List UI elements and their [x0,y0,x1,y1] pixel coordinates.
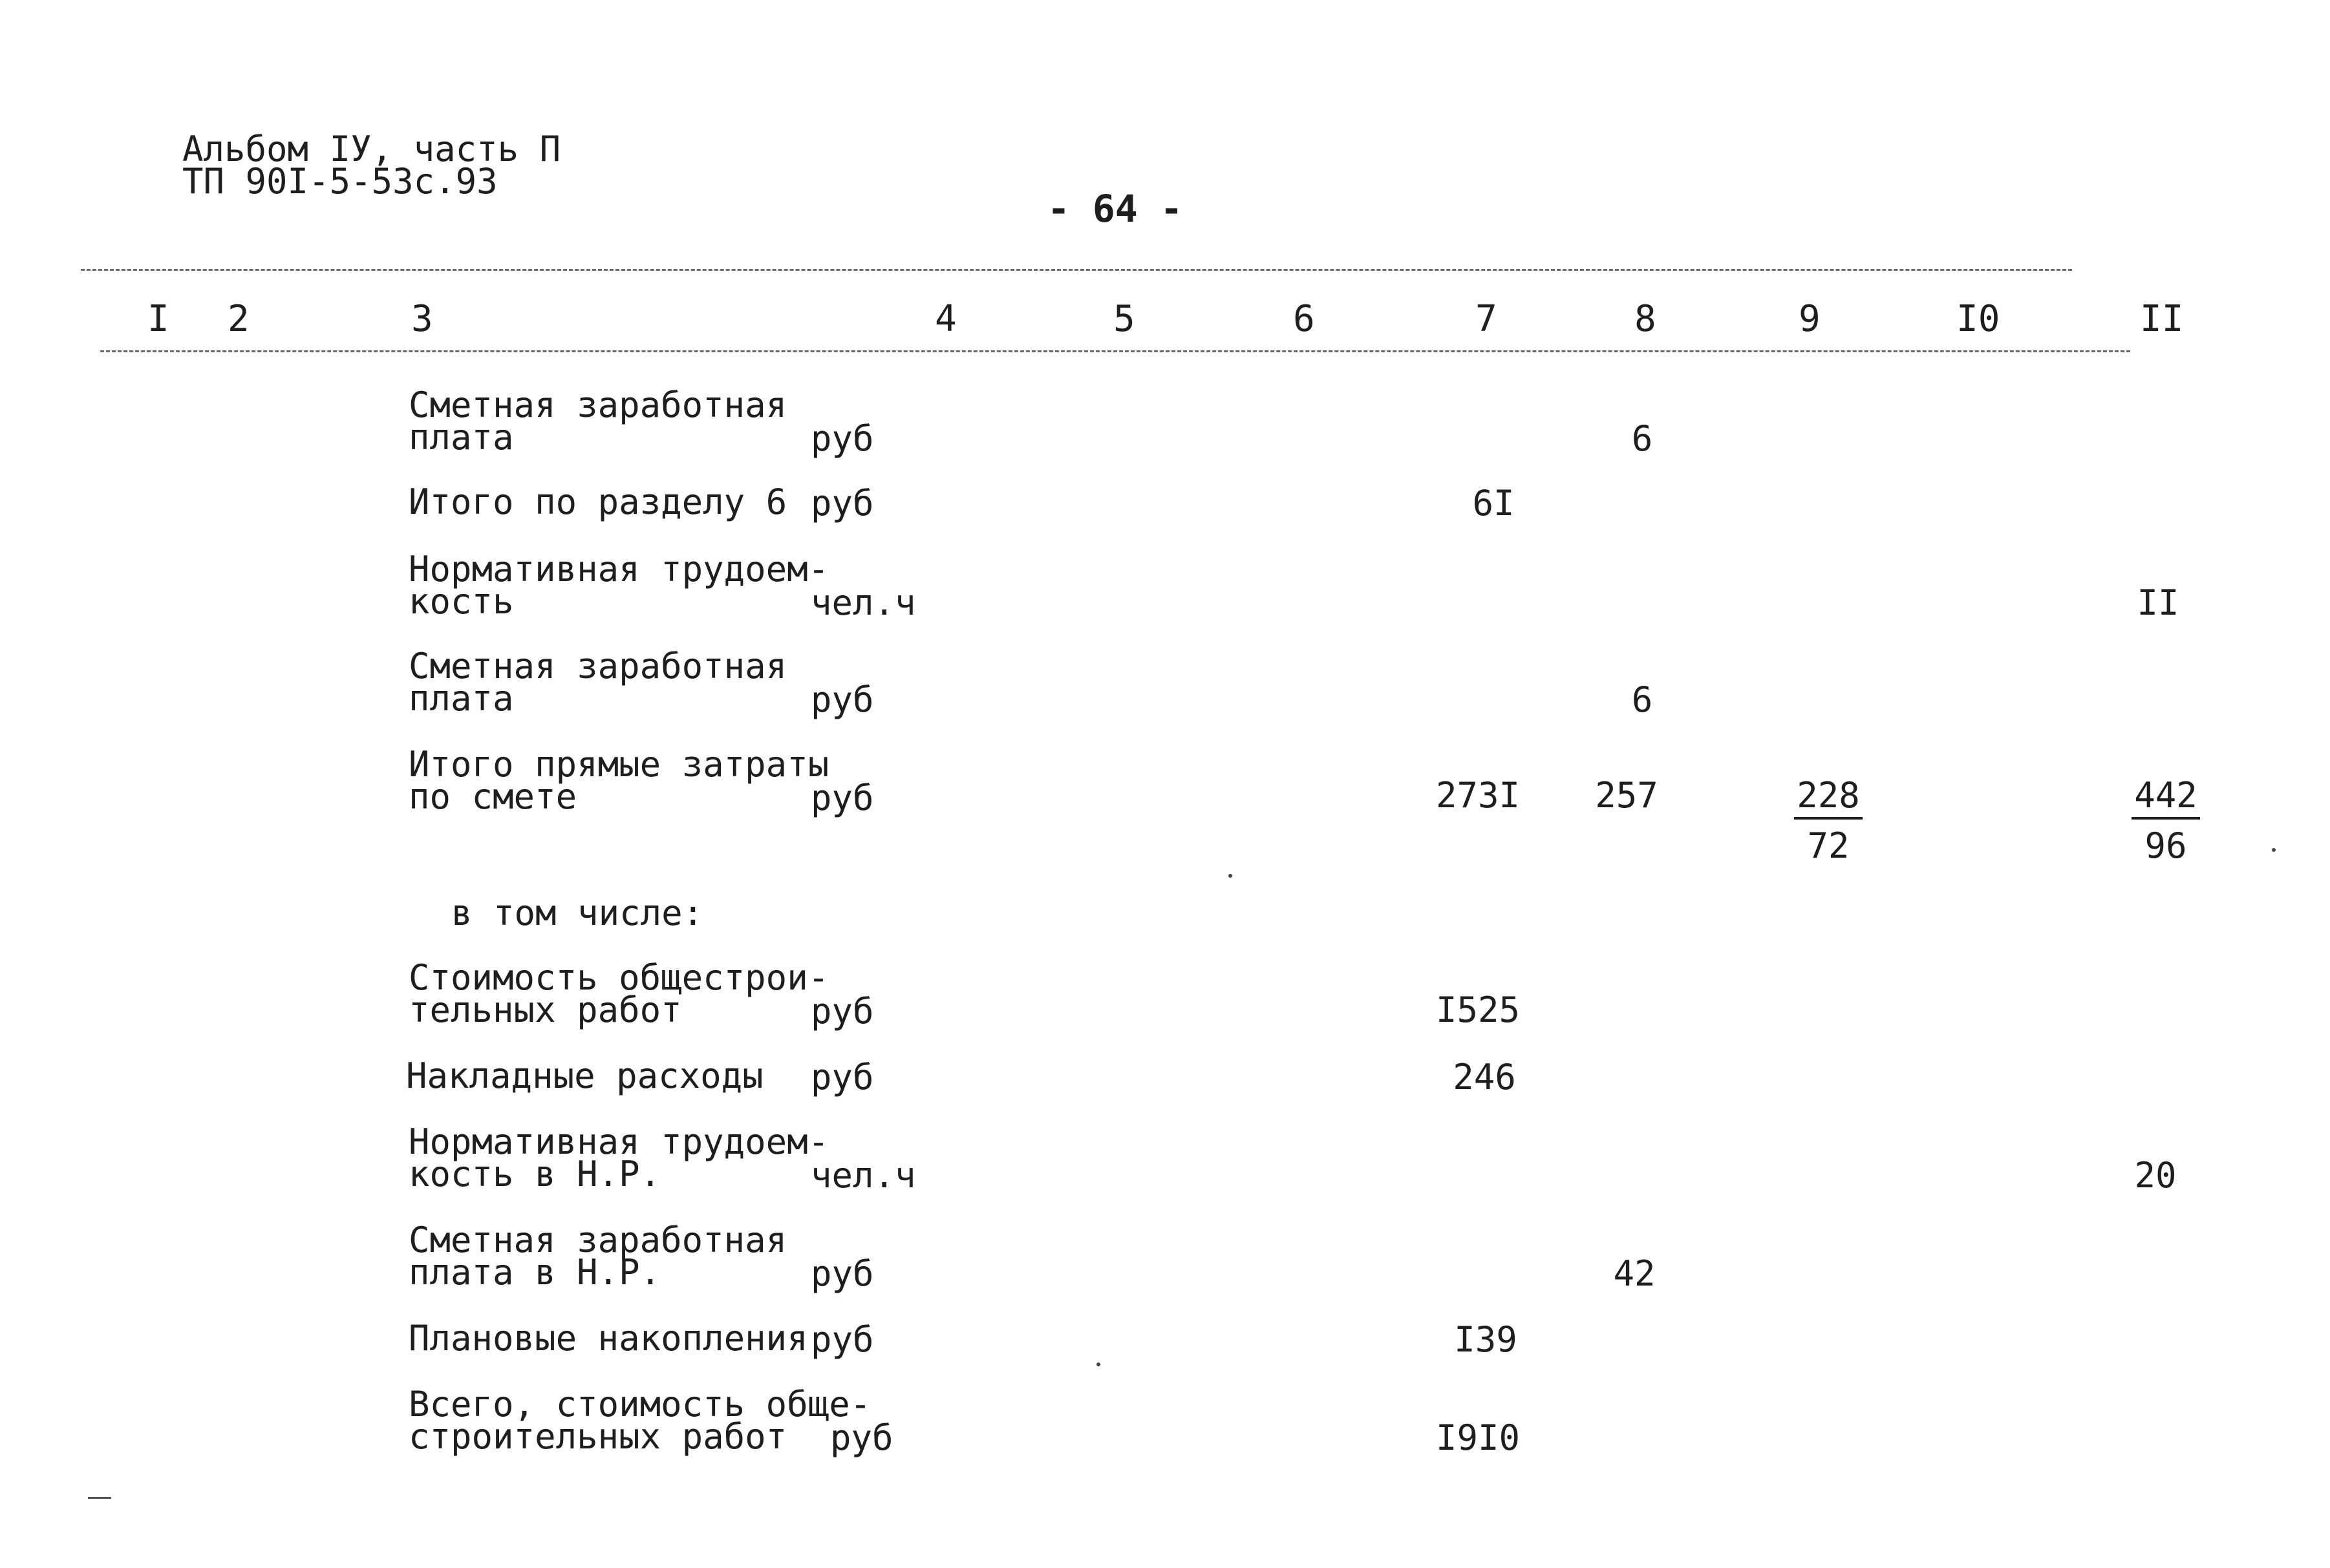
cell-c9-bottom: 72 [1807,825,1850,866]
row-unit: руб [811,991,874,1032]
album-line-2: ТП 90I-5-53с.93 [182,160,498,202]
row-label: Накладные расходы [406,1055,764,1096]
col-header-7: 7 [1475,298,1497,340]
row-label: Нормативная трудоем- кость [409,549,829,622]
cell-c7: I9I0 [1435,1417,1521,1458]
row-label: Плановые накопления [409,1318,808,1359]
cell-c9-top: 228 [1794,778,1863,820]
cell-c8: 6 [1631,679,1653,720]
cell-c11-top: 442 [2132,778,2200,820]
col-header-6: 6 [1293,298,1315,340]
cell-c7: I39 [1454,1319,1517,1360]
row-label: Стоимость общестрои- тельных работ [409,957,829,1031]
row-unit: руб [811,483,874,524]
cell-c7: 6I [1472,483,1515,524]
row-unit: руб [811,778,874,818]
album-label [182,129,561,202]
row-unit: чел.ч [811,1155,916,1196]
row-unit: руб [811,679,874,720]
scan-speck [88,1497,111,1499]
cell-c8: 257 [1595,775,1658,816]
subsection-label: в том числе: [451,893,704,933]
header-rule [100,350,2130,352]
col-header-1: I [147,298,169,340]
col-header-4: 4 [935,298,957,340]
row-label: Сметная заработная плата [409,646,787,719]
cell-c11-bottom: 96 [2144,825,2187,866]
row-unit: руб [811,1057,874,1097]
scan-speck [1096,1362,1100,1366]
cell-c8: 6 [1631,418,1653,459]
row-unit: руб [811,418,874,459]
row-label: Итого по разделу 6 [409,482,787,522]
album-line-1: Альбом IУ, часть П [182,129,561,169]
cell-c8: 42 [1613,1253,1656,1294]
col-header-11: II [2140,298,2184,340]
scan-speck [1228,874,1232,878]
col-header-3: 3 [411,298,433,340]
col-header-9: 9 [1799,298,1821,340]
row-unit: руб [811,1253,874,1294]
row-unit: руб [830,1417,893,1458]
row-label: Нормативная трудоем- кость в Н.Р. [409,1121,829,1195]
cell-c7: I525 [1435,990,1521,1030]
col-header-8: 8 [1634,298,1656,340]
row-label: Сметная заработная плата [409,385,787,458]
row-unit: руб [811,1319,874,1360]
cell-c11: II [2137,582,2179,623]
col-header-5: 5 [1113,298,1135,340]
row-label: Всего, стоимость обще- строительных работ [409,1384,871,1457]
scan-speck [2272,848,2276,852]
cell-c7: 246 [1453,1057,1516,1097]
col-header-2: 2 [228,298,250,340]
row-label: Итого прямые затраты по смете [409,744,829,818]
cell-c11-fraction [2101,775,2230,866]
col-header-10: I0 [1956,298,2000,340]
row-label: Сметная заработная плата в Н.Р. [409,1220,787,1293]
cell-c11: 20 [2134,1155,2177,1196]
cell-c9-fraction [1764,775,1893,866]
cell-c7: 273I [1435,775,1521,816]
top-rule [81,269,2072,271]
page-number: - 64 - [1047,187,1183,231]
row-unit: чел.ч [811,582,916,623]
